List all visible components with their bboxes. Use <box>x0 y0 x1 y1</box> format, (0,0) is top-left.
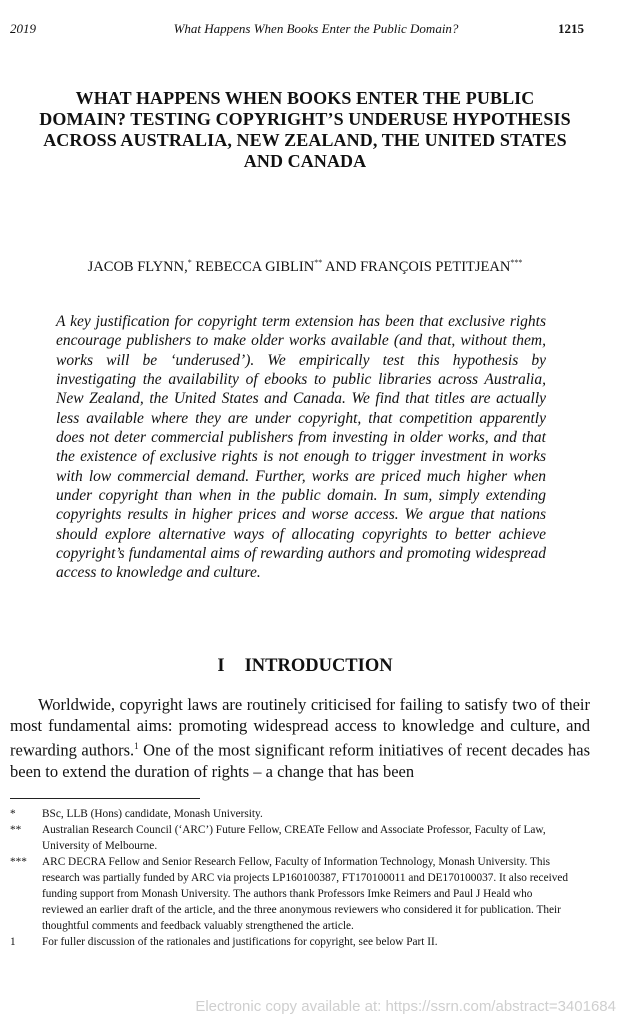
author-footnote-mark[interactable]: ** <box>314 258 323 267</box>
section-title: INTRODUCTION <box>244 656 393 676</box>
article-title-line: DOMAIN? TESTING COPYRIGHT’S UNDERUSE HYPOTHESIS <box>39 109 571 129</box>
author-name: REBECCA GIBLIN <box>195 258 315 275</box>
author-footnote-mark[interactable]: *** <box>510 258 523 267</box>
article-title-line: AND CANADA <box>243 151 367 171</box>
footnote <box>10 934 570 950</box>
footnote-text: BSc, LLB (Hons) candidate, Monash University. <box>42 808 263 820</box>
footnote-text: For fuller discussion of the rationales and justifications for copyright, see below Part II. <box>42 936 438 948</box>
article-title-line: WHAT HAPPENS WHEN BOOKS ENTER THE PUBLIC <box>75 88 535 108</box>
author-footnote-mark[interactable]: * <box>187 258 192 267</box>
footnote-mark: * <box>10 808 16 820</box>
article-title-line: ACROSS AUSTRALIA, NEW ZEALAND, THE UNITED STATES <box>43 130 567 150</box>
body-paragraph <box>10 694 590 782</box>
body-text-part: One of the most significant reform initiatives of recent decades has been to extend the duration of rights – a change that has been <box>10 740 590 781</box>
running-head-year: 2019 <box>10 21 36 36</box>
footnote-text: Australian Research Council (‘ARC’) Future Fellow, CREATe Fellow and Associate Professor, Faculty of Law, University of Melbourne. <box>42 824 546 852</box>
section-heading <box>10 656 600 677</box>
running-head <box>10 21 622 39</box>
footnote <box>10 854 570 934</box>
footnote-reference[interactable]: 1 <box>134 741 139 751</box>
body-text-part: Worldwide, copyright laws are routinely criticised for failing to satisfy two of their most fundamental aims: promoting widespread access to knowledge and culture, and rewarding authors. <box>10 695 590 760</box>
abstract: A key justification for copyright term extension has been that exclusive rights encourage publishers to make older works available (and that, without them, works will be ‘underused’). We empirically test this hypothesis by investigating the availability of ebooks to public libraries across Australia, New Zealand, the United States and Canada. We find that titles are actually less available where they are under copyright, that competition apparently does not deter commercial publishers from investing in older works, and that the existence of exclusive rights is not enough to trigger investment in works with low commercial demand. Further, works are priced much higher when under copyright than when in the public domain. In sum, simply extending copyrights results in higher prices and worse access. We argue that nations should explore alternative ways of allocating copyrights to better achieve copyright’s fundamental aims of rewarding authors and promoting widespread access to knowledge and culture. <box>56 313 546 582</box>
footnote-divider <box>10 798 200 799</box>
running-head-page-number: 1215 <box>558 21 584 36</box>
article-title <box>10 88 600 172</box>
footnote-mark: 1 <box>10 936 16 948</box>
footnote-mark: *** <box>10 856 27 868</box>
footnote-text: ARC DECRA Fellow and Senior Research Fellow, Faculty of Information Technology, Monash University. This research was partially funded by ARC via projects LP160100387, FT170100011 and DE170100037. It also received funding support from Monash University. The authors thank Professors Imke Reimers and Paul J Heald who reviewed an earlier draft of the article, and the three anonymous reviewers who considered it for publication. Their thoughtful comments and feedback valuably strengthened the article. <box>42 856 569 932</box>
ssrn-watermark: Electronic copy available at: https://ssrn.com/abstract=3401684 <box>195 998 616 1015</box>
footnote <box>10 822 570 854</box>
footnotes <box>10 806 570 950</box>
author-name: AND FRANÇOIS PETITJEAN <box>325 258 511 275</box>
section-number: I <box>217 656 225 676</box>
running-head-title: What Happens When Books Enter the Public Domain? <box>173 21 459 36</box>
footnote <box>10 806 570 822</box>
author-list <box>10 258 600 276</box>
footnote-mark: ** <box>10 824 22 836</box>
author-name: JACOB FLYNN, <box>87 258 188 275</box>
